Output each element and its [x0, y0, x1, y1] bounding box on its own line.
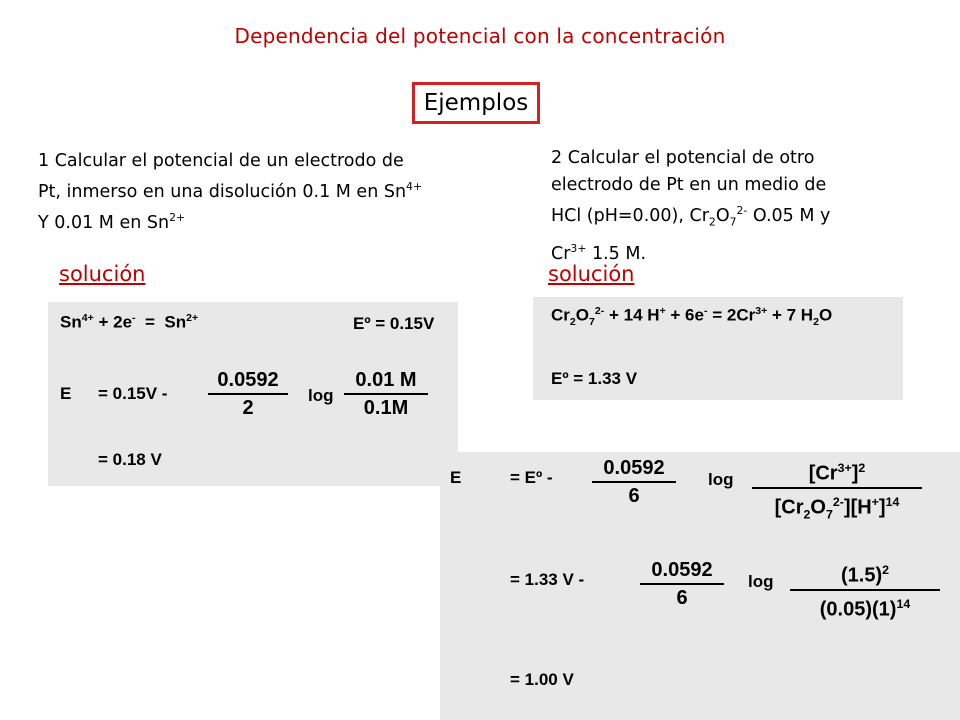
panel1-log: log — [308, 386, 334, 405]
panel1-frac2-num: 0.01 M — [355, 369, 417, 391]
panel1-fraction-conc — [344, 368, 428, 420]
problem-2-line-3-a: HCl (pH=0.00), Cr — [551, 205, 709, 226]
dichromate-half-reaction: $Cr_2O_7^{2-} + 14$ $H^+ + 6e^- = 2Cr^{3+} + 7$ $H_2O$ — [551, 305, 833, 329]
problem-2-line-3-b: O — [715, 205, 730, 226]
examples-heading: Ejemplos — [423, 90, 529, 116]
panel1-frac1-num: 0.0592 — [217, 369, 279, 391]
panel3-frac2-den: $[Cr_2O_7^{2-}][H^+]^{14}$ — [774, 494, 900, 522]
problem-2-sub-7: 7 — [729, 215, 737, 229]
panel3-fraction-conc-2 — [790, 558, 940, 621]
problem-1-line-1: 1 Calcular el potencial de un electrodo de — [38, 151, 404, 171]
panel3-frac4-num: $(1.5)^2$ — [840, 563, 890, 587]
problem-2-sub-2: 2 — [708, 215, 716, 229]
panel3-fraction-nernst-1 — [592, 456, 676, 508]
solution-2-calculation-image — [440, 452, 960, 720]
panel3-frac2-num: $[Cr^{3+}]^2$ — [808, 461, 866, 485]
panel3-result: = 1.00 V — [510, 670, 574, 689]
problem-1-charge-sn2: 2+ — [169, 210, 186, 224]
solution-1-image — [48, 302, 458, 486]
panel3-line1-equation: = Eº - — [510, 468, 553, 487]
panel3-frac2-bar — [752, 487, 922, 489]
problem-2-line-2: electrodo de Pt en un medio de — [551, 174, 827, 195]
page-title: Dependencia del potencial con la concentración — [234, 24, 726, 48]
solution-link-2[interactable]: solución — [548, 262, 635, 286]
panel3-frac4-bar — [790, 589, 940, 591]
panel1-result: = 0.18 V — [98, 450, 162, 469]
solution-link-1[interactable]: solución — [59, 262, 146, 286]
panel2-standard-potential: Eº = 1.33 V — [551, 369, 638, 388]
panel1-fraction-nernst — [208, 368, 288, 420]
problem-2-line-3-c: O.05 M y — [747, 205, 831, 226]
panel1-e-equation: = 0.15V - — [98, 384, 168, 403]
problem-1-line-2-text: Pt, inmerso en una disolución 0.1 M en Sn — [38, 181, 407, 202]
panel1-standard-potential: Eº = 0.15V — [353, 314, 435, 333]
panel1-e-label: E — [60, 384, 72, 403]
problem-1-charge-sn4: 4+ — [406, 180, 423, 193]
panel3-line2-equation: = 1.33 V - — [510, 570, 585, 589]
panel3-fraction-conc-1 — [752, 456, 922, 526]
problem-1-line-2 — [38, 174, 518, 205]
problem-2-line-4-a: Cr — [551, 243, 571, 264]
panel3-frac4-den: $(0.05)(1)^{14}$ — [819, 596, 911, 621]
panel3-frac1-den: 6 — [628, 485, 640, 507]
problem-2-charge-dichromate: 2- — [736, 204, 748, 217]
problem-2-line-1: 2 Calcular el potencial de otro — [551, 148, 815, 168]
panel3-fraction-nernst-2 — [640, 558, 724, 610]
panel1-frac2-bar — [344, 393, 428, 395]
panel3-frac3-bar — [640, 583, 724, 585]
solution-2-image — [533, 297, 903, 400]
panel3-frac3-den: 6 — [676, 587, 688, 609]
panel3-frac1-num: 0.0592 — [603, 457, 665, 479]
panel1-frac2-den: 0.1M — [363, 397, 409, 419]
problem-2-line-4-b: 1.5 M. — [586, 243, 647, 264]
problem-2 — [551, 145, 951, 267]
panel3-frac1-bar — [592, 481, 676, 483]
sn-half-reaction: $Sn^{4+} + 2e^- = Sn^{2+}$ — [60, 312, 199, 332]
panel3-log-1: log — [708, 470, 734, 489]
problem-2-charge-cr3: 3+ — [570, 241, 587, 255]
panel3-e-label: E — [450, 468, 462, 487]
problem-2-line-3 — [551, 198, 951, 236]
panel1-frac1-bar — [208, 393, 288, 395]
examples-heading-box — [412, 82, 540, 124]
panel3-frac3-num: 0.0592 — [651, 559, 713, 581]
problem-1-line-3-text: Y 0.01 M en Sn — [38, 212, 170, 233]
panel3-log-2: log — [748, 572, 774, 591]
problem-1-line-3 — [38, 205, 518, 236]
problem-1 — [38, 149, 518, 236]
panel1-frac1-den: 2 — [242, 397, 254, 419]
